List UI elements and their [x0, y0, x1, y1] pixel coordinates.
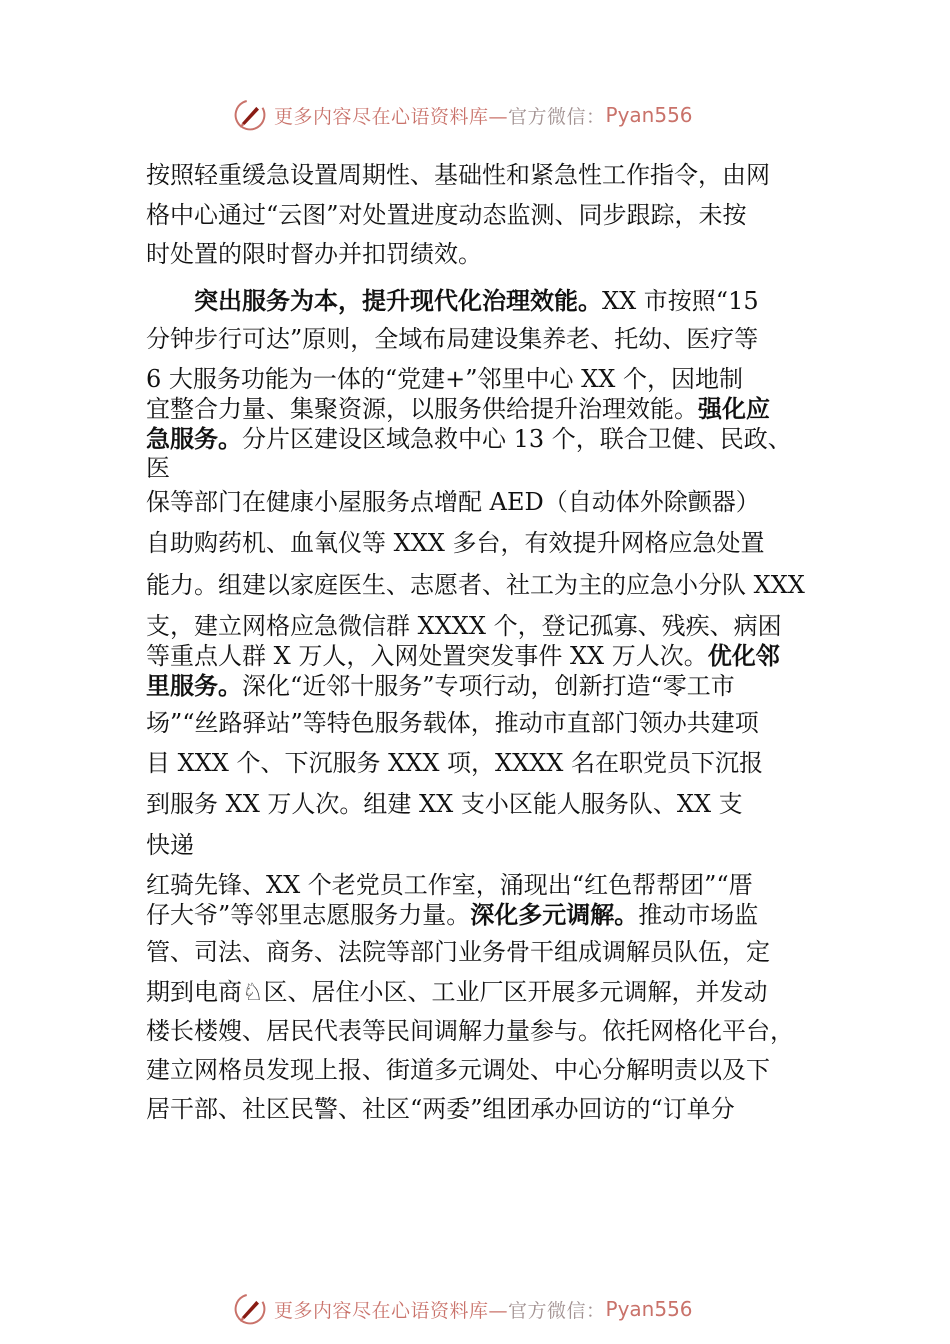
- watermark-label: 官方微信：: [508, 105, 606, 128]
- bold-heading-run: 强化应: [698, 395, 770, 423]
- text-line: [146, 394, 770, 424]
- text-line: [146, 1055, 770, 1085]
- text-run: 医: [146, 454, 170, 482]
- text-line: [146, 424, 792, 454]
- watermark-wechat-id: Pyan556: [605, 1297, 693, 1321]
- text-run: 期到电商♘区、居住小区、工业厂区开展多元调解，并发动: [146, 978, 768, 1006]
- bold-heading-run: 优化邻: [707, 642, 780, 670]
- text-line: [146, 900, 758, 930]
- text-line: [146, 748, 763, 778]
- text-run: 6 大服务功能为一体的“党建+”邻里中心 XX 个，因地制: [146, 365, 743, 393]
- text-line: [146, 200, 747, 230]
- text-run: 红骑先锋、XX 个老党员工作室，涌现出“红色帮帮团”“厝: [146, 871, 753, 899]
- text-run: XX 市按照“15: [602, 287, 759, 315]
- text-line: [146, 830, 194, 860]
- text-line: [146, 324, 758, 354]
- text-run: [146, 287, 194, 315]
- pen-logo-icon: [232, 97, 268, 133]
- text-run: 管、司法、商务、法院等部门业务骨干组成调解员队伍，定: [146, 938, 770, 966]
- text-run: 自助购药机、血氧仪等 XXX 多台，有效提升网格应急处置: [146, 529, 765, 557]
- text-run: 时处置的限时督办并扣罚绩效。: [146, 240, 482, 268]
- text-run: 支，建立网格应急微信群 XXXX 个，登记孤寡、残疾、病困: [146, 612, 782, 640]
- bold-heading-run: 里服务。: [146, 672, 242, 700]
- text-line: [146, 1094, 735, 1124]
- text-line: [146, 364, 743, 394]
- watermark-site-text: 更多内容尽在心语资料库—: [274, 1299, 509, 1322]
- watermark-site-text: 更多内容尽在心语资料库—: [274, 105, 509, 128]
- watermark-header: [232, 95, 693, 135]
- text-run: 等重点人群 X 万人，入网处置突发事件 XX 万人次。: [146, 642, 708, 670]
- text-run: 按照轻重缓急设置周期性、基础性和紧急性工作指令，由网: [146, 161, 770, 189]
- text-line: [146, 977, 768, 1007]
- text-line: [146, 239, 482, 269]
- text-line: [146, 671, 735, 701]
- text-line: [146, 160, 770, 190]
- text-line: [146, 453, 170, 483]
- text-line: [146, 937, 770, 967]
- text-run: 保等部门在健康小屋服务点增配 AED（自动体外除颤器）: [146, 488, 760, 516]
- text-run: 目 XXX 个、下沉服务 XXX 项，XXXX 名在职党员下沉报: [146, 749, 764, 777]
- bold-heading-run: 突出服务为本，提升现代化治理效能。: [194, 287, 602, 315]
- text-line: [146, 611, 782, 641]
- pen-logo-icon: [232, 1291, 268, 1327]
- text-run: 居干部、社区民警、社区“两委”组团承办回访的“订单分: [146, 1095, 735, 1123]
- bold-heading-run: 急服务。: [146, 425, 242, 453]
- text-line: [146, 641, 780, 671]
- text-run: 格中心通过“云图”对处置进度动态监测、同步跟踪，未按: [146, 201, 747, 229]
- text-run: 仔大爷”等邻里志愿服务力量。: [146, 901, 471, 929]
- text-line: [146, 528, 765, 558]
- text-run: 深化“近邻十服务”专项行动，创新打造“零工市: [242, 672, 735, 700]
- watermark-wechat-id: Pyan556: [605, 103, 693, 127]
- text-run: 快递: [146, 831, 194, 859]
- text-run: 能力。组建以家庭医生、志愿者、社工为主的应急小分队 XXX: [146, 571, 805, 599]
- text-line: [146, 708, 759, 738]
- text-line: [146, 487, 760, 517]
- text-line: [146, 1016, 794, 1046]
- text-run: 建立网格员发现上报、街道多元调处、中心分解明责以及下: [146, 1056, 770, 1084]
- text-line: [146, 789, 743, 819]
- text-line: [146, 570, 805, 600]
- text-run: 宜整合力量、集聚资源，以服务供给提升治理效能。: [146, 395, 698, 423]
- watermark-label: 官方微信：: [508, 1299, 606, 1322]
- text-line: [146, 286, 759, 316]
- text-run: 到服务 XX 万人次。组建 XX 支小区能人服务队、XX 支: [146, 790, 743, 818]
- text-run: 分片区建设区域急救中心 13 个，联合卫健、民政、: [242, 425, 792, 453]
- text-run: 场”“丝路驿站”等特色服务载体，推动市直部门领办共建项: [146, 709, 759, 737]
- text-run: 分钟步行可达”原则，全域布局建设集养老、托幼、医疗等: [146, 325, 759, 353]
- text-line: [146, 870, 753, 900]
- watermark-footer: [232, 1289, 693, 1329]
- text-run: 楼长楼嫂、居民代表等民间调解力量参与。依托网格化平台，: [146, 1017, 794, 1045]
- text-run: 推动市场监: [638, 901, 759, 929]
- bold-heading-run: 深化多元调解。: [470, 901, 639, 929]
